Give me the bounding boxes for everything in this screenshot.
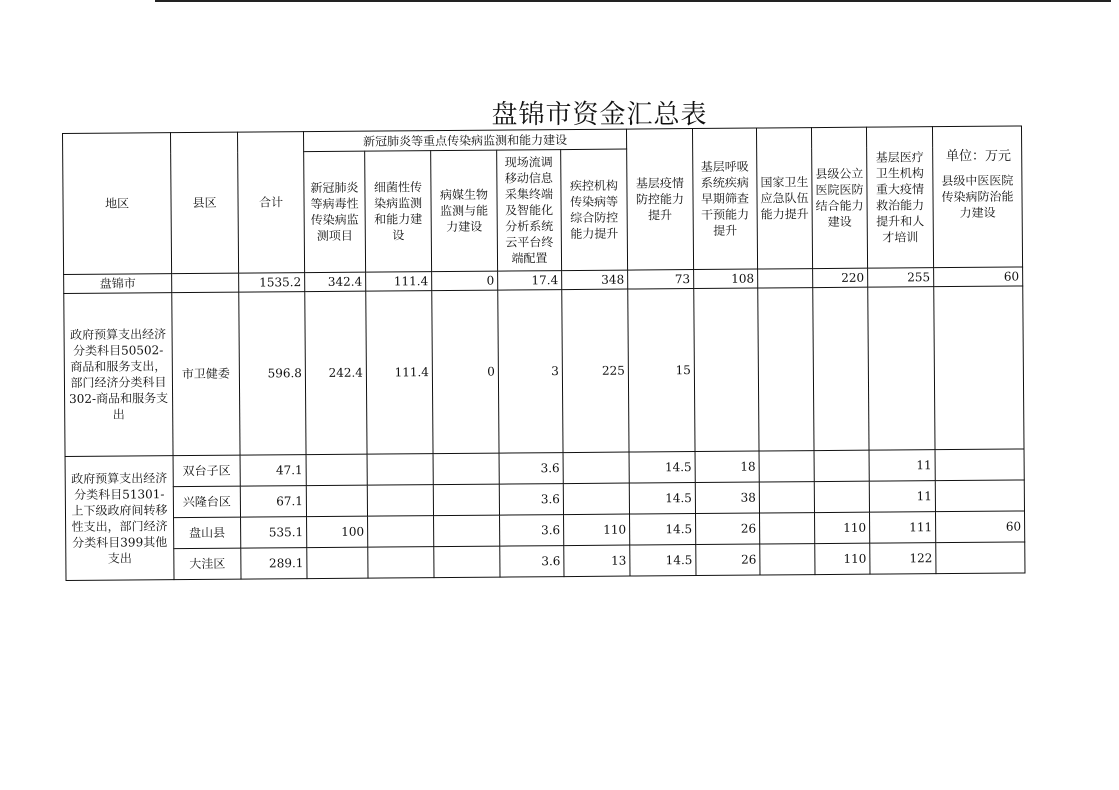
district-c4: 3.6 xyxy=(499,453,563,485)
city-c8 xyxy=(758,288,814,451)
header-county: 县区 xyxy=(171,132,239,274)
district-c11 xyxy=(935,449,1024,481)
district-c2 xyxy=(367,485,433,517)
summary-c5: 348 xyxy=(562,270,628,290)
district-c5: 13 xyxy=(564,545,630,577)
district-c11: 60 xyxy=(936,511,1025,543)
district-c7: 26 xyxy=(696,544,760,576)
header-c10: 基层医疗卫生机构重大疫情救治能力提升和人才培训 xyxy=(866,127,933,269)
district-c3 xyxy=(433,453,499,485)
district-c8 xyxy=(759,482,814,513)
summary-c6: 73 xyxy=(628,270,694,290)
header-c1: 新冠肺炎等病毒性传染病监测项目 xyxy=(304,151,366,272)
city-budget-category: 政府预算支出经济分类科目50502-商品和服务支出，部门经济分类科目302-商品和服务支出 xyxy=(64,293,173,457)
district-total: 47.1 xyxy=(240,455,306,487)
district-c9 xyxy=(814,481,869,512)
district-c1 xyxy=(306,454,367,485)
district-c8 xyxy=(760,513,815,544)
district-c6: 14.5 xyxy=(629,483,695,515)
district-c9: 110 xyxy=(815,512,870,543)
district-c11 xyxy=(935,480,1024,512)
header-c3: 病媒生物监测与能力建设 xyxy=(431,150,498,272)
district-c6: 14.5 xyxy=(629,452,695,484)
district-county: 大洼区 xyxy=(174,548,241,580)
district-c4: 3.6 xyxy=(500,546,564,578)
district-county: 盘山县 xyxy=(174,517,241,549)
summary-c3: 0 xyxy=(432,271,498,291)
summary-c8 xyxy=(758,269,813,288)
scan-edge-line xyxy=(155,0,1111,8)
unit-label: 单位：万元 xyxy=(946,149,1012,164)
district-total: 535.1 xyxy=(241,517,307,549)
header-c2: 细菌性传染病监测和能力建设 xyxy=(365,151,432,273)
city-row xyxy=(64,286,1024,457)
summary-c1: 342.4 xyxy=(305,272,366,291)
city-c2: 111.4 xyxy=(366,291,433,455)
district-c5: 110 xyxy=(564,514,630,546)
table-row xyxy=(66,542,1025,581)
header-c7: 基层呼吸系统疾病早期筛查干预能力提升 xyxy=(692,128,757,269)
district-c1 xyxy=(306,485,367,516)
district-c10: 122 xyxy=(870,543,936,575)
header-c4: 现场流调移动信息采集终端及智能化分析系统云平台终端配置 xyxy=(497,150,562,271)
district-total: 289.1 xyxy=(241,548,307,580)
district-c5 xyxy=(563,452,629,484)
city-county: 市卫健委 xyxy=(172,292,240,456)
header-c6: 基层疫情防控能力提升 xyxy=(626,129,693,271)
district-c3 xyxy=(434,515,500,547)
city-c7 xyxy=(694,288,759,451)
city-c10 xyxy=(868,287,935,451)
district-c8 xyxy=(759,451,814,482)
city-c1: 242.4 xyxy=(305,291,367,454)
district-c11 xyxy=(936,542,1025,574)
district-c2 xyxy=(368,547,434,579)
district-c10: 11 xyxy=(869,450,935,482)
district-c5 xyxy=(563,483,629,515)
district-c8 xyxy=(760,544,815,575)
header-c8: 国家卫生应急队伍能力提升 xyxy=(756,128,812,269)
city-c9 xyxy=(813,287,869,450)
city-c11 xyxy=(934,286,1024,450)
district-c9 xyxy=(814,450,869,481)
summary-total: 1535.2 xyxy=(239,273,305,293)
summary-county xyxy=(172,273,239,293)
district-budget-category: 政府预算支出经济分类科目51301-上下级政府间转移性支出，部门经济分类科目399其他支出 xyxy=(65,456,174,581)
district-c3 xyxy=(434,546,500,578)
district-c6: 14.5 xyxy=(630,514,696,546)
district-c7: 18 xyxy=(695,451,759,483)
summary-c9: 220 xyxy=(813,268,868,287)
summary-c11: 60 xyxy=(934,267,1023,287)
district-county: 双台子区 xyxy=(173,455,240,487)
summary-c4: 17.4 xyxy=(498,271,562,291)
district-total: 67.1 xyxy=(240,486,306,518)
header-c9: 县级公立医院医防结合能力建设 xyxy=(811,127,867,268)
header-region: 地区 xyxy=(63,133,172,275)
city-c3: 0 xyxy=(432,290,499,454)
district-c7: 26 xyxy=(696,513,760,545)
district-c10: 11 xyxy=(869,481,935,513)
district-c4: 3.6 xyxy=(500,515,564,547)
district-c2 xyxy=(367,454,433,486)
summary-region: 盘锦市 xyxy=(64,274,172,294)
summary-sheet xyxy=(62,125,1026,593)
district-c2 xyxy=(368,516,434,548)
district-c1 xyxy=(307,547,368,578)
district-c1: 100 xyxy=(307,516,368,547)
fund-summary-table xyxy=(62,125,1025,581)
page-title: 盘锦市资金汇总表 xyxy=(491,100,708,130)
summary-c10: 255 xyxy=(868,268,934,288)
header-c5: 疾控机构传染病等综合防控能力提升 xyxy=(561,149,628,271)
city-total: 596.8 xyxy=(239,292,306,456)
city-c6: 15 xyxy=(628,289,695,453)
district-c4: 3.6 xyxy=(499,484,563,516)
district-c6: 14.5 xyxy=(630,545,696,577)
district-c10: 111 xyxy=(870,512,936,544)
district-county: 兴隆台区 xyxy=(173,486,240,518)
header-total: 合计 xyxy=(237,132,304,274)
header-c11: 县级中医医院传染病防治能力建设 xyxy=(932,126,1022,268)
district-c9: 110 xyxy=(815,543,870,574)
city-c5: 225 xyxy=(562,289,629,453)
district-c7: 38 xyxy=(695,482,759,514)
summary-c2: 111.4 xyxy=(366,272,432,292)
district-c3 xyxy=(433,484,499,516)
city-c4: 3 xyxy=(498,290,563,453)
header-group-title: 新冠肺炎等重点传染病监测和能力建设 xyxy=(303,129,626,152)
summary-c7: 108 xyxy=(694,269,758,289)
